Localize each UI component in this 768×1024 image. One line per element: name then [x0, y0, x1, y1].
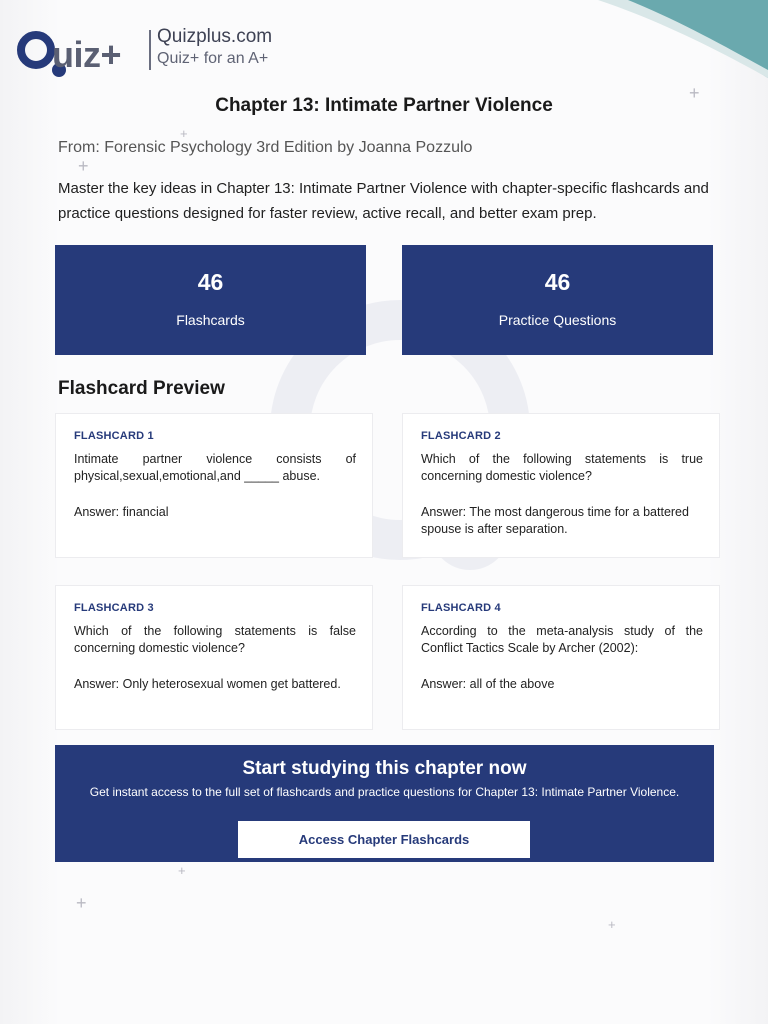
flashcard-heading: FLASHCARD 1	[74, 430, 154, 442]
cta-subtitle: Get instant access to the full set of flashcards and practice questions for Chapter 13: Intimate Partner Violence.	[89, 785, 680, 799]
flashcard-answer: Answer: The most dangerous time for a battered spouse is after separation.	[421, 505, 689, 536]
flashcards-stat	[55, 245, 366, 355]
access-chapter-flashcards-button[interactable]: Access Chapter Flashcards	[238, 821, 530, 858]
flashcard-question: Intimate partner violence consists of physical,sexual,emotional,and _____ abuse.	[74, 452, 356, 483]
flashcard-heading: FLASHCARD 2	[421, 430, 501, 442]
plus-decoration-icon: +	[178, 863, 186, 878]
flashcard-question: Which of the following statements is true concerning domestic violence?	[421, 452, 703, 483]
flashcard-4[interactable]	[402, 585, 720, 730]
source-line: From: Forensic Psychology 3rd Edition by Joanna Pozzulo	[58, 139, 473, 156]
flashcard-answer: Answer: Only heterosexual women get battered.	[74, 677, 341, 691]
cta-banner	[55, 745, 714, 862]
flashcards-count: 46	[197, 269, 224, 295]
section-title: Flashcard Preview	[58, 378, 225, 399]
flashcard-answer: Answer: all of the above	[421, 677, 555, 691]
flashcards-label: Flashcards	[176, 312, 245, 328]
plus-decoration-icon: +	[76, 893, 87, 913]
logo-wordmark: uiz+	[52, 34, 122, 75]
flashcard-question: Which of the following statements is false concerning domestic violence?	[74, 624, 356, 655]
plus-decoration-icon: +	[78, 156, 89, 176]
flashcard-heading: FLASHCARD 4	[421, 602, 501, 614]
flashcard-answer: Answer: financial	[74, 505, 169, 519]
practice-questions-label: Practice Questions	[498, 312, 617, 328]
corner-decoration	[568, 0, 768, 90]
plus-decoration-icon: +	[608, 917, 616, 932]
page-title: Chapter 13: Intimate Partner Violence	[215, 95, 553, 116]
plus-decoration-icon: +	[180, 126, 188, 141]
flashcard-question: According to the meta-analysis study of the Conflict Tactics Scale by Archer (2002):	[421, 624, 703, 655]
practice-questions-count: 46	[544, 269, 571, 295]
logo-divider	[149, 30, 151, 70]
intro-text: Master the key ideas in Chapter 13: Intimate Partner Violence with chapter-specific flashcards and practice questions designed for faster review, active recall, and better exam prep.	[58, 180, 709, 222]
flashcard-heading: FLASHCARD 3	[74, 602, 154, 614]
practice-questions-stat	[402, 245, 713, 355]
flashcard-1[interactable]	[55, 413, 373, 558]
flashcard-2[interactable]	[402, 413, 720, 558]
quizplus-logo[interactable]	[14, 26, 314, 80]
cta-title: Start studying this chapter now	[242, 758, 527, 779]
site-tagline: Quiz+ for an A+	[157, 50, 269, 67]
site-name: Quizplus.com	[157, 26, 273, 47]
flashcard-3[interactable]	[55, 585, 373, 730]
plus-decoration-icon: +	[689, 83, 700, 103]
